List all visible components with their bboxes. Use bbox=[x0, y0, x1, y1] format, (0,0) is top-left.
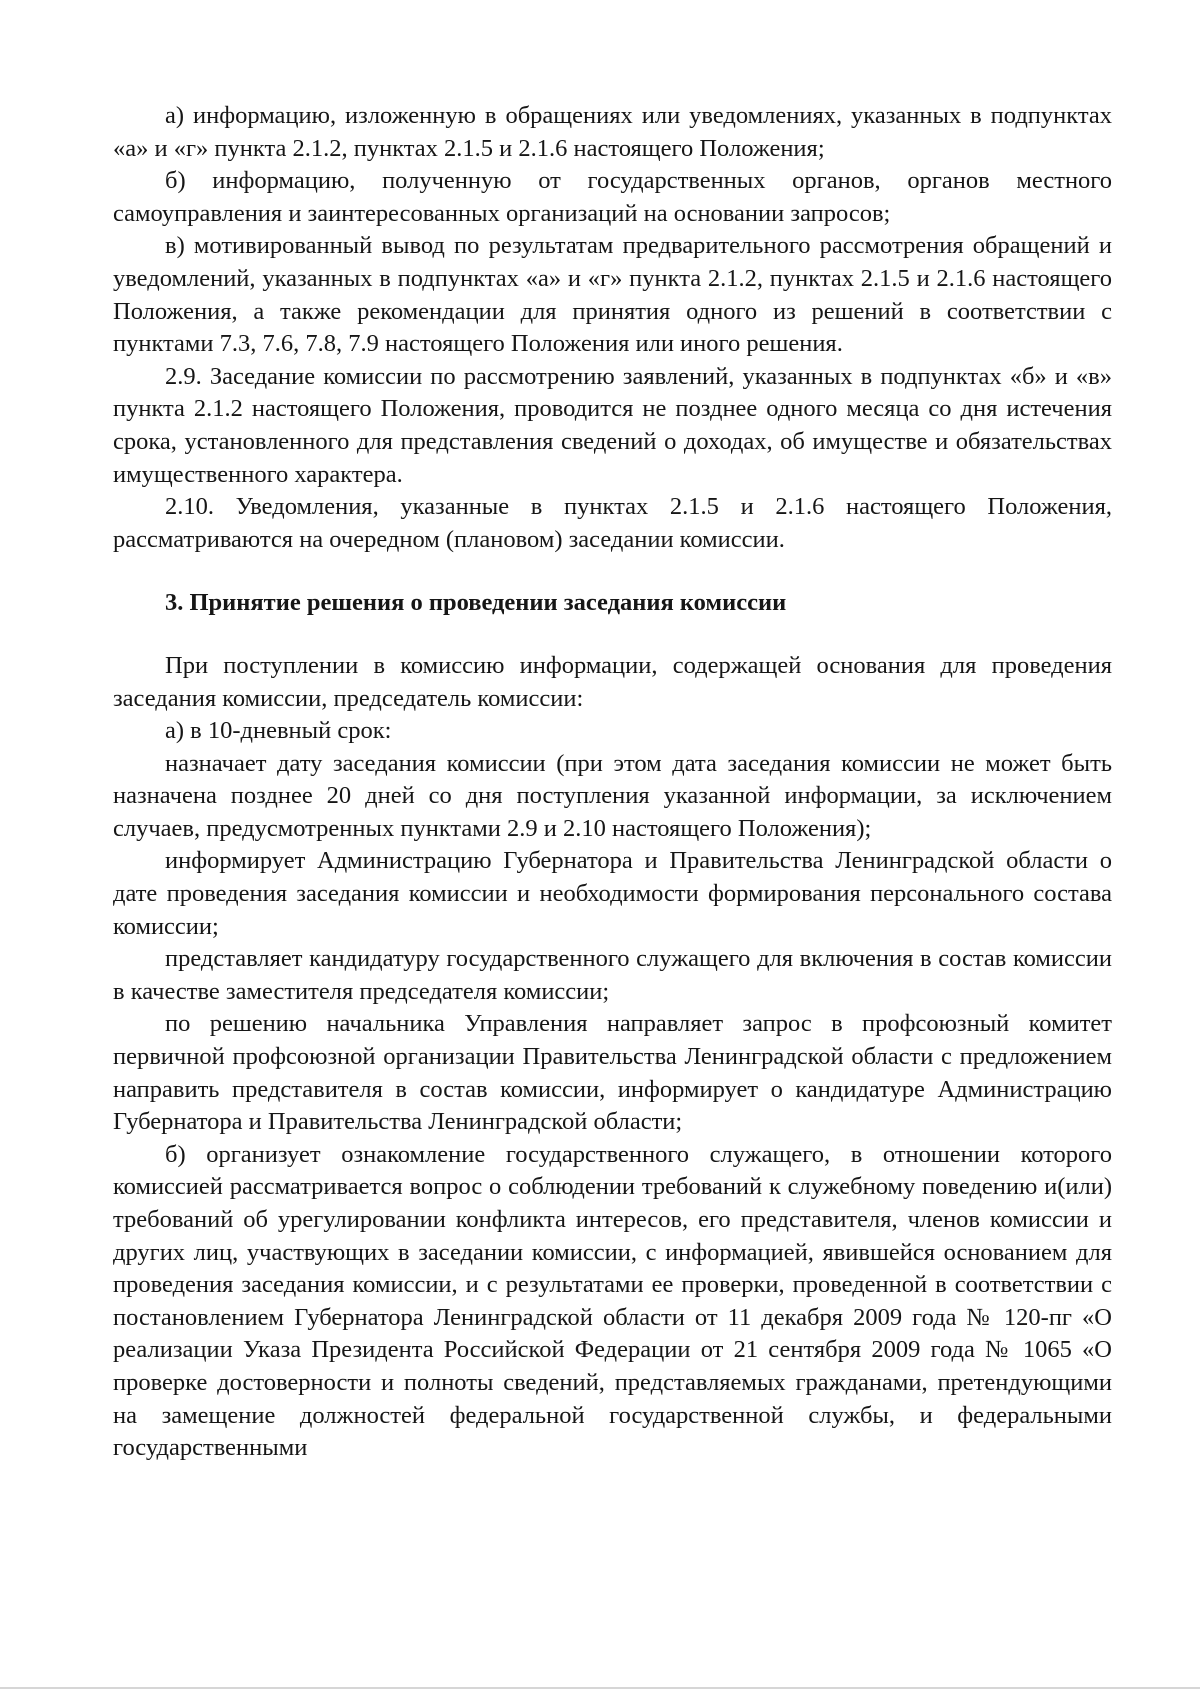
paragraph-clause-2-9: 2.9. Заседание комиссии по рассмотрению заявлений, указанных в подпунктах «б» и «в» пункта 2.1.2 настоящего Положения, проводится не позднее одного месяца со дня истечения срока, установленного для представления сведений о доходах, об имуществе и обязательствах имущественного характера. bbox=[113, 362, 1112, 488]
paragraph-item-a: а) информацию, изложенную в обращениях или уведомлениях, указанных в подпунктах «а» и «г» пункта 2.1.2, пунктах 2.1.5 и 2.1.6 настоящего Положения; bbox=[113, 102, 1112, 162]
paragraph-intro: При поступлении в комиссию информации, содержащей основания для проведения заседания комиссии, председатель комиссии: bbox=[113, 651, 1112, 712]
paragraph-presents-candidate: представляет кандидатуру государственного служащего для включения в состав комиссии в качестве заместителя председателя комиссии; bbox=[113, 945, 1112, 1005]
paragraph-clause-2-10: 2.10. Уведомления, указанные в пунктах 2.1.5 и 2.1.6 настоящего Положения, рассматриваются на очередном (плановом) заседании комиссии. bbox=[113, 493, 1112, 553]
paragraph-union-request: по решению начальника Управления направляет запрос в профсоюзный комитет первичной профсоюзной организации Правительства Ленинградской области с предложением направить представителя в состав комиссии, информирует о кандидатуре Администрацию Губернатора и Правительства Ленинградской области; bbox=[113, 1010, 1112, 1136]
paragraph-item-b-familiarization: б) организует ознакомление государственного служащего, в отношении которого комиссией рассматривается вопрос о соблюдении требований к служебному поведению и(или) требований об урегулировании конфликта интересов, его представителя, членов комиссии и других лиц, участвующих в заседании комиссии, с информацией, явившейся основанием для проведения заседания комиссии, и с результатами ее проверки, проведенной в соответствии с постановлением Губернатора Ленинградской области от 11 декабря 2009 года № 120-пг «О реализации Указа Президента Российской Федерации от 21 сентября 2009 года № 1065 «О проверке достоверности и полноты сведений, представляемых гражданами, претендующими на замещение должностей федеральной государственной службы, и федеральными государственными bbox=[113, 1140, 1112, 1462]
document-body bbox=[113, 100, 1112, 1465]
paragraph-item-a-deadline: а) в 10-дневный срок: bbox=[165, 717, 392, 745]
spacer bbox=[113, 556, 1112, 587]
paragraph-item-b: б) информацию, полученную от государственных органов, органов местного самоуправления и заинтересованных организаций на основании запросов; bbox=[113, 167, 1112, 227]
page-bottom-edge bbox=[0, 1687, 1200, 1689]
section-3-heading: 3. Принятие решения о проведении заседания комиссии bbox=[165, 589, 787, 617]
paragraph-informs-administration: информирует Администрацию Губернатора и Правительства Ленинградской области о дате проведения заседания комиссии и необходимости формирования персонального состава комиссии; bbox=[113, 847, 1112, 940]
paragraph-assigns-date: назначает дату заседания комиссии (при этом дата заседания комиссии не может быть назначена позднее 20 дней со дня поступления указанной информации, за исключением случаев, предусмотренных пунктами 2.9 и 2.10 настоящего Положения); bbox=[113, 749, 1112, 842]
spacer bbox=[113, 620, 1112, 650]
paragraph-item-v: в) мотивированный вывод по результатам предварительного рассмотрения обращений и уведомлений, указанных в подпунктах «а» и «г» пункта 2.1.2, пунктах 2.1.5 и 2.1.6 настоящего Положения, а также рекомендации для принятия одного из решений в соответствии с пунктами 7.3, 7.6, 7.8, 7.9 настоящего Положения или иного решения. bbox=[113, 232, 1112, 358]
